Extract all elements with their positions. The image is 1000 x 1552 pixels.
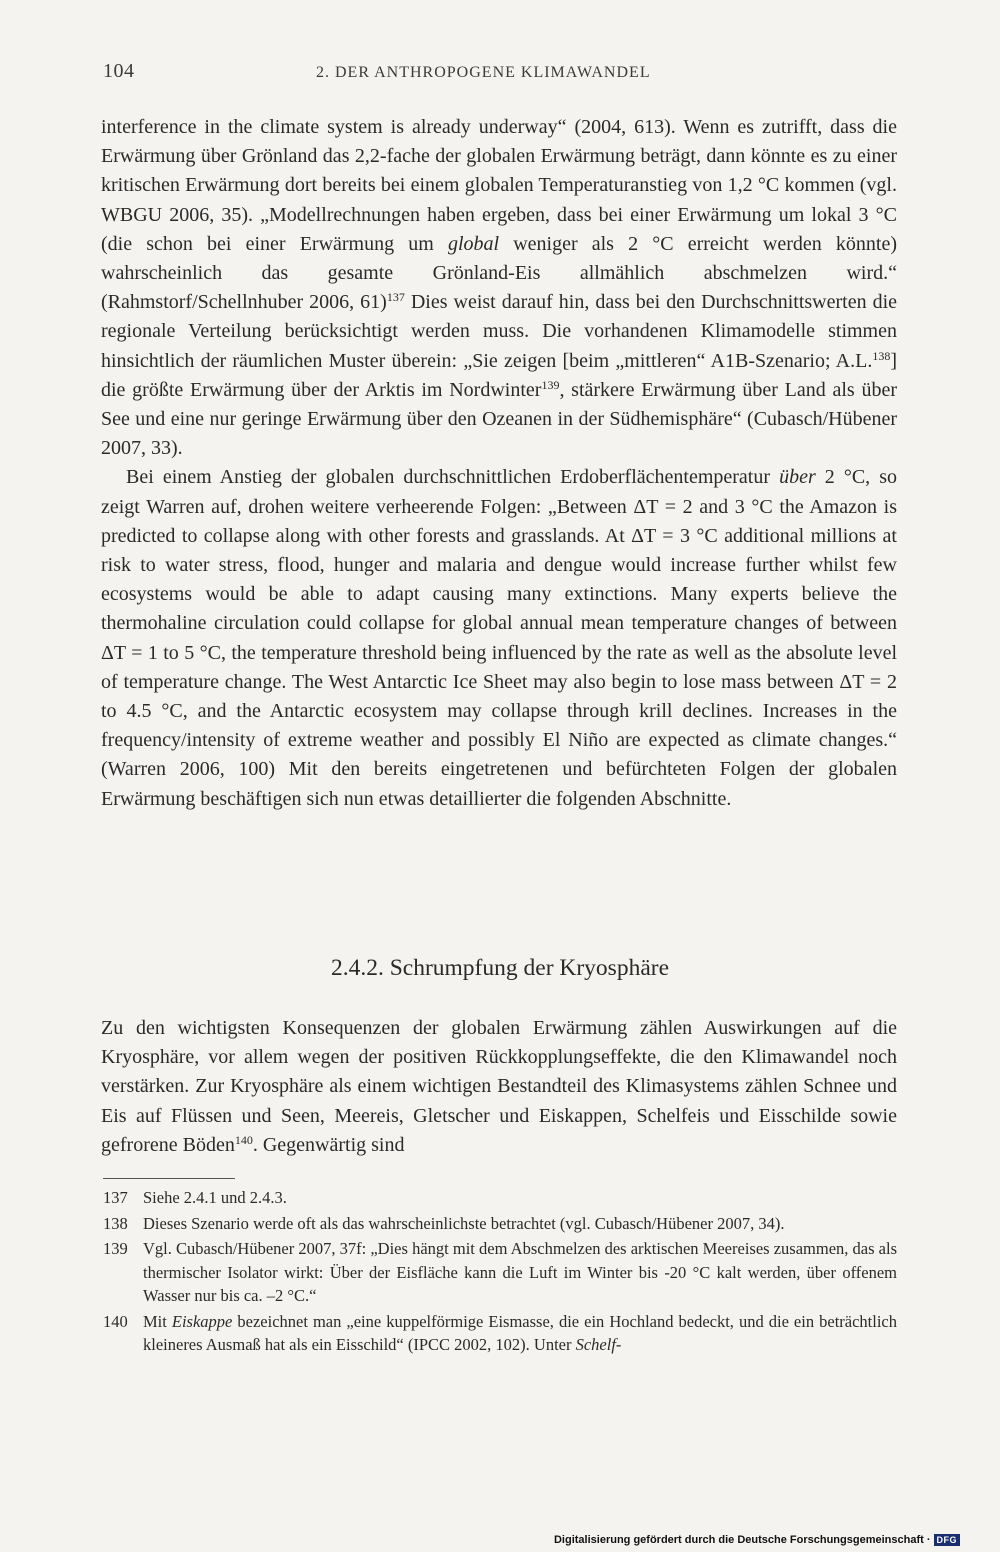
digitization-note	[554, 1534, 960, 1546]
footnote-text	[143, 1310, 897, 1357]
footnotes	[103, 1186, 897, 1359]
footnote-number: 138	[103, 1213, 128, 1233]
emphasis: global	[447, 232, 500, 255]
section-paragraph-1	[101, 1014, 897, 1160]
text-span: Mit	[143, 1311, 172, 1331]
footnote-number: 140	[103, 1311, 128, 1331]
footnote-rule	[103, 1178, 235, 1179]
footnote-140	[103, 1310, 897, 1357]
footnote-text: Siehe 2.4.1 und 2.4.3.	[143, 1188, 287, 1207]
text-span: interference in the climate system is already underway“ (2004, 613). Wenn es zutrifft, dass die Erwärmung über Grönland das 2,2-fache der globalen Erwärmung beträgt, dann könnte es zu einer kritischen Erwärmung dort bereits bei einem globalen Temperaturanstieg von 1,2 °C kommen (vgl. WBGU 2006, 35). „Modellrechnungen haben ergeben, dass bei einer Erwärmung um lokal 3 °C (die schon bei einer Erwärmung um	[101, 116, 897, 255]
section-text	[101, 1014, 897, 1160]
text-span: . Gegenwärtig sind	[252, 1133, 405, 1156]
footnote-138	[103, 1212, 897, 1236]
emphasis: über	[779, 466, 816, 489]
footnote-text: Dieses Szenario werde oft als das wahrscheinlichste betrachtet (vgl. Cubasch/Hübener 2007, 34).	[143, 1213, 785, 1233]
footnote-ref-137[interactable]: 137	[386, 290, 405, 305]
footnote-ref-138[interactable]: 138	[872, 348, 891, 363]
footnote-ref-139[interactable]: 139	[541, 377, 560, 392]
paragraph-1	[101, 113, 897, 463]
text-span: bezeichnet man „eine kuppelförmige Eismasse, die ein Hochland bedeckt, und die ein beträchtlich kleineres Ausmaß hat als ein Eisschild“ (IPCC 2002, 102). Unter	[143, 1311, 897, 1354]
footnote-text: Vgl. Cubasch/Hübener 2007, 37f: „Dies hängt mit dem Abschmelzen des arktischen Meereises zusammen, das als thermischer Isolator wirkt: Über der Eisfläche kann die Luft im Winter bis -20 °C kalt werden, über offenem Wasser nur bis ca. –2 °C.“	[143, 1239, 897, 1305]
page-number: 104	[103, 60, 135, 82]
emphasis: Schelf-	[575, 1335, 622, 1354]
emphasis: Eiskappe	[171, 1311, 233, 1331]
digitization-text: Digitalisierung gefördert durch die Deutsche Forschungsgemeinschaft ·	[553, 1534, 931, 1546]
text-span: , stärkere Erwärmung über Land als über See und eine nur geringe Erwärmung über den Ozeanen in der Südhemisphäre“ (Cubasch/Hübener 2007, 33).	[101, 378, 897, 460]
footnote-number: 137	[103, 1188, 128, 1207]
text-span: ] die größte Erwärmung über der Arktis im Nordwinter	[101, 349, 897, 401]
text-span: 2 °C, so zeigt Warren auf, drohen weitere verheerende Folgen: „Between ΔT = 2 and 3 °C the Amazon is predicted to collapse along with other forests and grasslands. At ΔT = 3 °C additional millions at risk to water stress, flood, hunger and malaria and dengue would increase further whilst few ecosystems would be able to adapt causing many extinctions. Many experts believe the thermohaline circulation could collapse for global annual mean temperature changes of between ΔT = 1 to 5 °C, the temperature threshold being influenced by the rate as well as the absolute level of temperature change. The West Antarctic Ice Sheet may also begin to lose mass between ΔT = 2 to 4.5 °C, and the Antarctic ecosystem may collapse through krill declines. Increases in the frequency/intensity of extreme weather and possibly El Niño are expected as climate changes.“ (Warren 2006, 100) Mit den bereits eingetretenen und befürchteten Folgen der globalen Erwärmung beschäftigen sich nun etwas detaillierter die folgenden Abschnitte.	[101, 466, 897, 810]
text-span: Bei einem Anstieg der globalen durchschnittlichen Erdoberflächentemperatur	[126, 466, 780, 489]
footnote-ref-140[interactable]: 140	[234, 1132, 253, 1147]
section-heading: 2.4.2. Schrumpfung der Kryosphäre	[330, 955, 670, 981]
running-head: 2. DER ANTHROPOGENE KLIMAWANDEL	[316, 64, 651, 81]
footnote-137	[103, 1186, 897, 1210]
text-span: Zu den wichtigsten Konsequenzen der globalen Erwärmung zählen Auswirkungen auf die Kryosphäre, vor allem wegen der positiven Rückkopplungseffekte, die den Klimawandel noch verstärken. Zur Kryosphäre als einem wichtigen Bestandteil des Klimasystems zählen Schnee und Eis auf Flüssen und Seen, Meereis, Gletscher und Eiskappen, Schelfeis und Eisschilde sowie gefrorene Böden	[101, 1017, 897, 1156]
body-text	[101, 113, 897, 814]
paragraph-2	[101, 463, 897, 813]
footnote-number: 139	[103, 1239, 128, 1258]
dfg-logo: DFG	[934, 1534, 961, 1546]
text-span: weniger als 2 °C erreicht werden könnte) wahrscheinlich das gesamte Grönland-Eis allmählich abschmelzen wird.“ (Rahmstorf/Schellnhuber 2006, 61)	[101, 232, 897, 314]
text-span: Dies weist darauf hin, dass bei den Durchschnittswerten die regionale Verteilung berücksichtigt werden muss. Die vorhandenen Klimamodelle stimmen hinsichtlich der räumlichen Muster überein: „Sie zeigen [beim „mittleren“ A1B-Szenario; A.L.	[101, 291, 898, 372]
footnote-139	[103, 1237, 897, 1308]
